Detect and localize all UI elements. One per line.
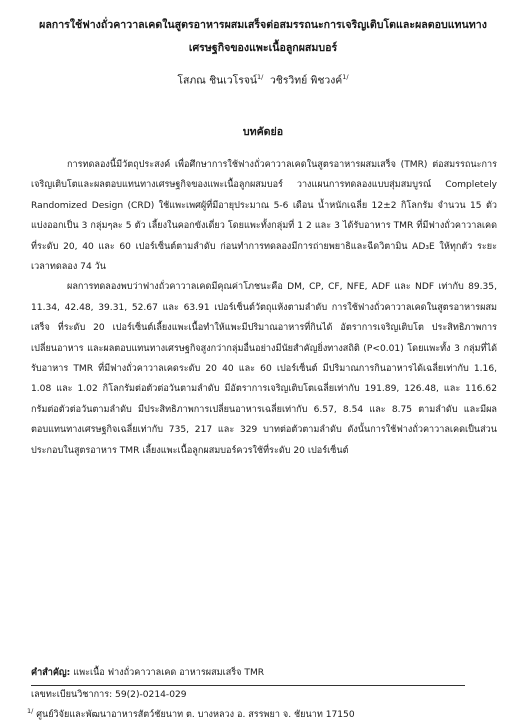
author-affiliation-mark: 1/ <box>257 73 264 81</box>
registration-number: เลขทะเบียนวิชาการ: 59(2)-0214-029 <box>31 690 187 700</box>
keywords-label: คำสำคัญ: <box>31 668 71 678</box>
paper-title: ผลการใช้ฟางถั่วคาวาลเคดในสูตรอาหารผสมเสร็จต่อสมรรถนะการเจริญเติบโตและผลตอบแทนทางเศรษฐกิจของแพะเนื้อลูกผสมบอร์ <box>39 19 487 54</box>
footnote-divider <box>31 685 465 686</box>
author-affiliation-mark: 1/ <box>342 73 349 81</box>
footnote-mark: 1/ <box>27 707 34 715</box>
keywords-line <box>31 665 497 681</box>
author-name: โสภณ ชินเวโรจน์ <box>177 74 258 87</box>
author-line <box>0 69 526 88</box>
author-name: วชิรวิทย์ พิชวงค์ <box>269 74 343 87</box>
abstract-paragraph: ผลการทดลองพบว่าฟางถั่วคาวาลเคดมีคุณค่าโภชนะคือ DM, CP, CF, NFE, ADF และ NDF เท่ากับ 89.35, 11.34, 42.48, 39.31, 52.67 และ 63.91 เปอร์เซ็นต์วัตถุแห้งตามลำดับ การใช้ฟางถั่วคาวาลเคดในสูตรอาหารผสมเสร็จ ที่ระดับ 20 เปอร์เซ็นต์เลี้ยงแพะเนื้อทำให้แพะมีปริมาณอาหารที่กินได้ อัตราการเจริญเติบโต ประสิทธิภาพการเปลี่ยนอาหาร และผลตอบแทนทางเศรษฐกิจสูงกว่ากลุ่มอื่นอย่างมีนัยสำคัญยิ่งทางสถิติ (P<0.01) โดยแพะทั้ง 3 กลุ่มที่ได้รับอาหาร TMR ที่มีฟางถั่วคาวาลเคดระดับ 20 40 และ 60 เปอร์เซ็นต์ มีปริมาณการกินอาหารได้เฉลี่ยเท่ากับ 1.16, 1.08 และ 1.02 กิโลกรัมต่อตัวต่อวันตามลำดับ มีอัตราการเจริญเติบโตเฉลี่ยเท่ากับ 191.89, 126.48, และ 116.62 กรัมต่อตัวต่อวันตามลำดับ มีประสิทธิภาพการเปลี่ยนอาหารเฉลี่ยเท่ากับ 6.57, 8.54 และ 8.75 ตามลำดับ และมีผลตอบแทนทางเศรษฐกิจเฉลี่ยเท่ากับ 735, 217 และ 329 บาทต่อตัวตามลำดับ ดังนั้นการใช้ฟางถั่วคาวาลเคดเป็นส่วนประกอบในสูตรอาหาร TMR เลี้ยงแพะเนื้อลูกผสมบอร์ควรใช้ที่ระดับ 20 เปอร์เซ็นต์ <box>31 282 497 456</box>
keywords-text: แพะเนื้อ ฟางถั่วคาวาลเคด อาหารผสมเสร็จ TMR <box>73 668 265 678</box>
abstract-heading: บทคัดย่อ <box>242 126 284 138</box>
abstract-paragraph: การทดลองนี้มีวัตถุประสงค์ เพื่อศึกษาการใช้ฟางถั่วคาวาลเคดในสูตรอาหารผสมเสร็จ (TMR) ต่อสมรรถนะการเจริญเติบโตและผลตอบแทนทางเศรษฐกิจของแพะเนื้อลูกผสมบอร์ วางแผนการทดลองแบบสุ่มสมบูรณ์ Completely Randomized Design (CRD) ใช้แพะเพศผู้ที่มีอายุประมาณ 5-6 เดือน น้ำหนักเฉลี่ย 12±2 กิโลกรัม จำนวน 15 ตัว แบ่งออกเป็น 3 กลุ่มๆละ 5 ตัว เลี้ยงในคอกขังเดี่ยว โดยแพะทั้งกลุ่มที่ 1 2 และ 3 ได้รับอาหาร TMR ที่มีฟางถั่วคาวาลเคดที่ระดับ 20, 40 และ 60 เปอร์เซ็นต์ตามลำดับ ก่อนทำการทดลองมีการถ่ายพยาธิและฉีดวิตามิน AD₃E ให้ทุกตัว ระยะเวลาทดลอง 74 วัน <box>31 160 497 273</box>
footnote-text: ศูนย์วิจัยและพัฒนาอาหารสัตว์ชัยนาท ต. บางหลวง อ. สรรพยา จ. ชัยนาท 17150 <box>36 710 355 721</box>
abstract-body <box>31 155 497 461</box>
affiliation-footnote <box>27 704 497 722</box>
